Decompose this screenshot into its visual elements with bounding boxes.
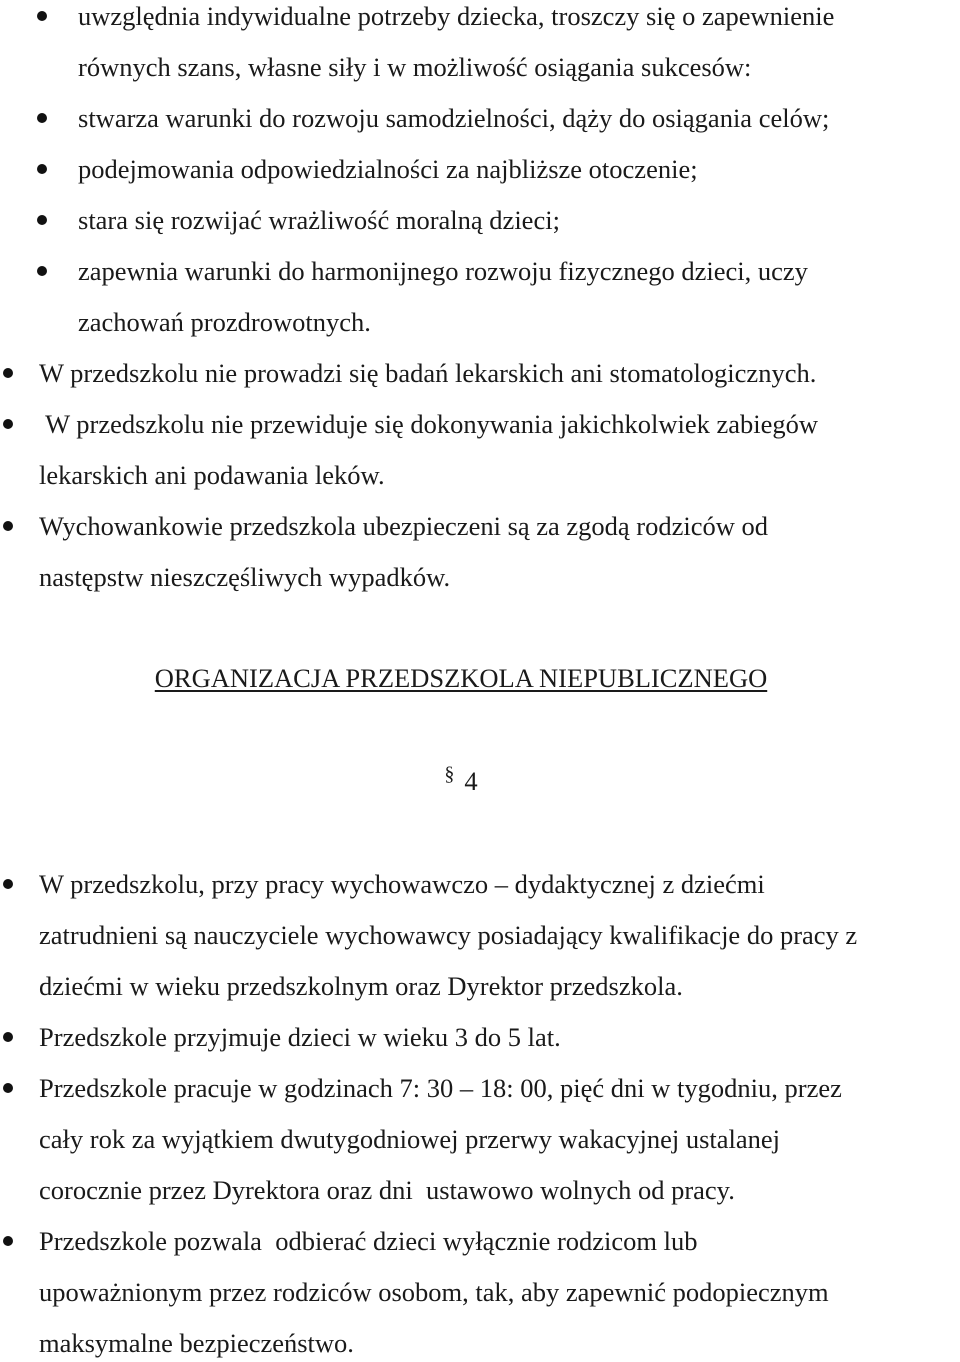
- bullet-marker: [37, 266, 47, 276]
- list-item-line: następstw nieszczęśliwych wypadków.: [39, 562, 451, 592]
- list-item-line: lekarskich ani podawania leków.: [39, 460, 385, 490]
- bullet-marker: [37, 113, 47, 123]
- list-item-line: upoważnionym przez rodziców osobom, tak, aby zapewnić podopiecznym: [39, 1277, 829, 1307]
- list-item-line: podejmowania odpowiedzialności za najbliższe otoczenie;: [78, 154, 698, 184]
- list-item-line: W przedszkolu, przy pracy wychowawczo – dydaktycznej z dziećmi: [39, 869, 765, 899]
- list-item-line: W przedszkolu nie przewiduje się dokonywania jakichkolwiek zabiegów: [39, 409, 819, 439]
- list-item-line: stwarza warunki do rozwoju samodzielności, dąży do osiągania celów;: [78, 103, 830, 133]
- list-item-line: zapewnia warunki do harmonijnego rozwoju fizycznego dzieci, uczy: [78, 256, 808, 286]
- list-item-line: Przedszkole pozwala odbierać dzieci wyłącznie rodzicom lub: [39, 1226, 698, 1256]
- bullet-marker: [37, 215, 47, 225]
- list-item-line: uwzględnia indywidualne potrzeby dziecka, troszczy się o zapewnienie: [78, 1, 835, 31]
- list-item-line: corocznie przez Dyrektora oraz dni ustawowo wolnych od pracy.: [39, 1175, 735, 1205]
- bullet-marker: [37, 11, 47, 21]
- bullet-marker: [3, 1236, 13, 1246]
- bullet-marker: [3, 1032, 13, 1042]
- list-item-line: stara się rozwijać wrażliwość moralną dzieci;: [78, 205, 560, 235]
- bullet-marker: [3, 521, 13, 531]
- list-item-line: równych szans, własne siły i w możliwość osiągania sukcesów:: [78, 52, 752, 82]
- bullet-marker: [37, 164, 47, 174]
- list-item-line: zachowań prozdrowotnych.: [78, 307, 371, 337]
- bullet-marker: [3, 1083, 13, 1093]
- paragraph-symbol: §: [444, 763, 455, 785]
- section-heading: ORGANIZACJA PRZEDSZKOLA NIEPUBLICZNEGO: [154, 663, 768, 693]
- list-item-line: zatrudnieni są nauczyciele wychowawcy posiadający kwalifikacje do pracy z: [39, 920, 858, 950]
- list-item-line: dziećmi w wieku przedszkolnym oraz Dyrektor przedszkola.: [39, 971, 683, 1001]
- bullet-marker: [3, 879, 13, 889]
- list-item-line: Przedszkole przyjmuje dzieci w wieku 3 do 5 lat.: [39, 1022, 561, 1052]
- list-item-line: cały rok za wyjątkiem dwutygodniowej przerwy wakacyjnej ustalanej: [39, 1124, 781, 1154]
- bullet-marker: [3, 419, 13, 429]
- paragraph-number: [0, 763, 922, 799]
- bullet-marker: [3, 368, 13, 378]
- list-item-line: maksymalne bezpieczeństwo.: [39, 1328, 354, 1358]
- list-item-line: Wychowankowie przedszkola ubezpieczeni są za zgodą rodziców od: [39, 511, 769, 541]
- paragraph-number-value: 4: [464, 766, 478, 796]
- list-item-line: W przedszkolu nie prowadzi się badań lekarskich ani stomatologicznych.: [39, 358, 817, 388]
- list-item-line: Przedszkole pracuje w godzinach 7: 30 – 18: 00, pięć dni w tygodniu, przez: [39, 1073, 842, 1103]
